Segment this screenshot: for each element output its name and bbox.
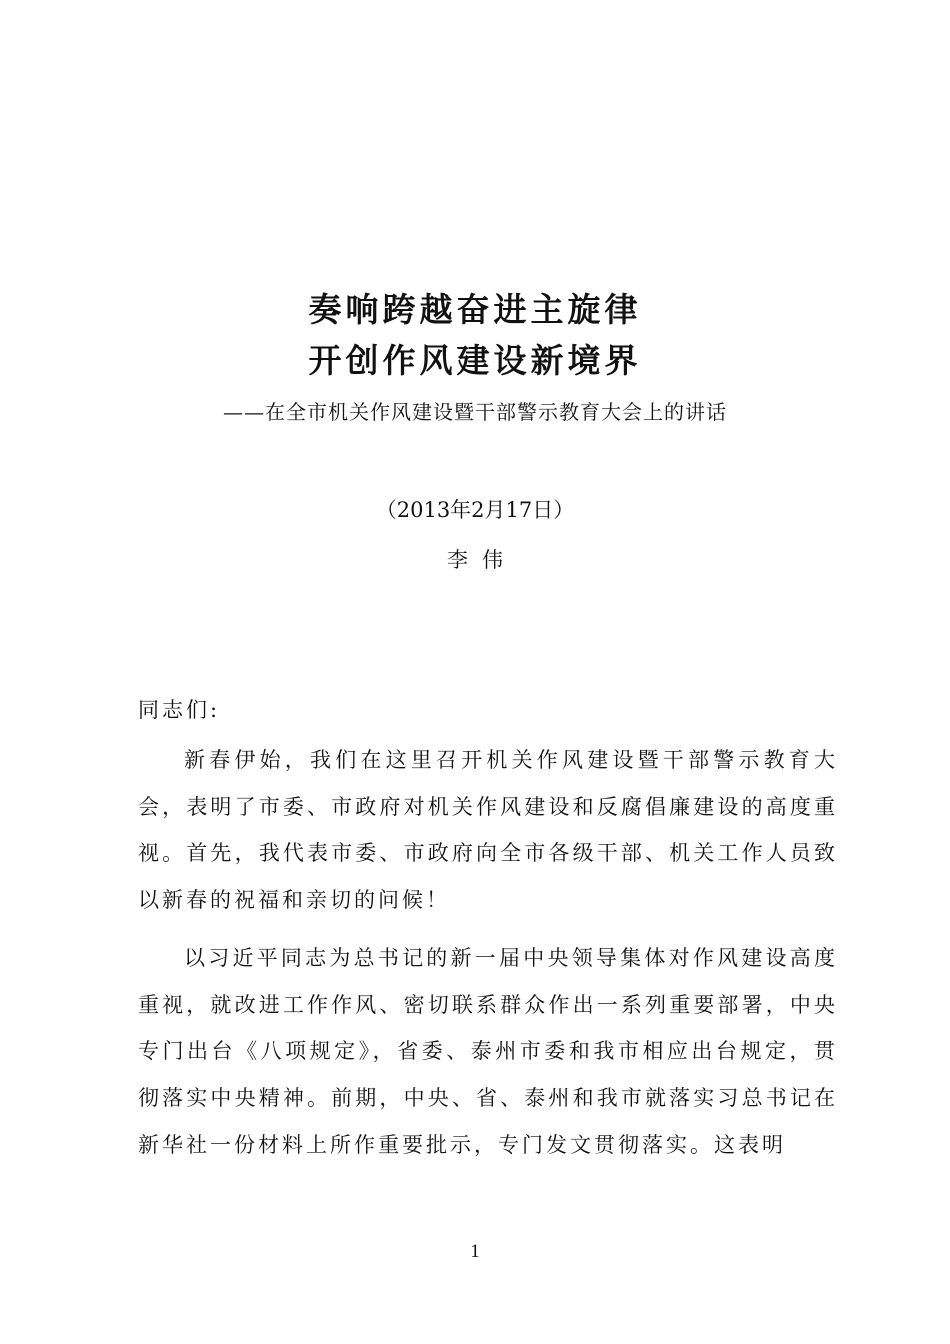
author-name: 李伟 — [447, 548, 517, 572]
salutation: 同志们: — [138, 698, 221, 722]
title-line-2: 开创作风建设新境界 — [308, 341, 642, 380]
subtitle: ——在全市机关作风建设暨干部警示教育大会上的讲话 — [223, 400, 727, 424]
speech-date: （2013年2月17日） — [375, 498, 575, 522]
body-paragraph-1: 新春伊始，我们在这里召开机关作风建设暨干部警示教育大会，表明了市委、市政府对机关作风建设和反腐倡廉建设的高度重视。首先，我代表市委、市政府向全市各级干部、机关工作人员致以新春的祝福和亲切的问候！ — [138, 748, 838, 913]
title-line-1: 奏响跨越奋进主旋律 — [308, 290, 642, 329]
body-paragraph-2: 以习近平同志为总书记的新一届中央领导集体对作风建设高度重视，就改进工作作风、密切联系群众作出一系列重要部署，中央专门出台《八项规定》，省委、泰州市委和我市相应出台规定，贯彻落实中央精神。前期，中央、省、泰州和我市就落实习总书记在新华社一份材料上所作重要批示，专门发文贯彻落实。这表明 — [138, 946, 838, 1157]
page-number: 1 — [470, 1241, 480, 1262]
